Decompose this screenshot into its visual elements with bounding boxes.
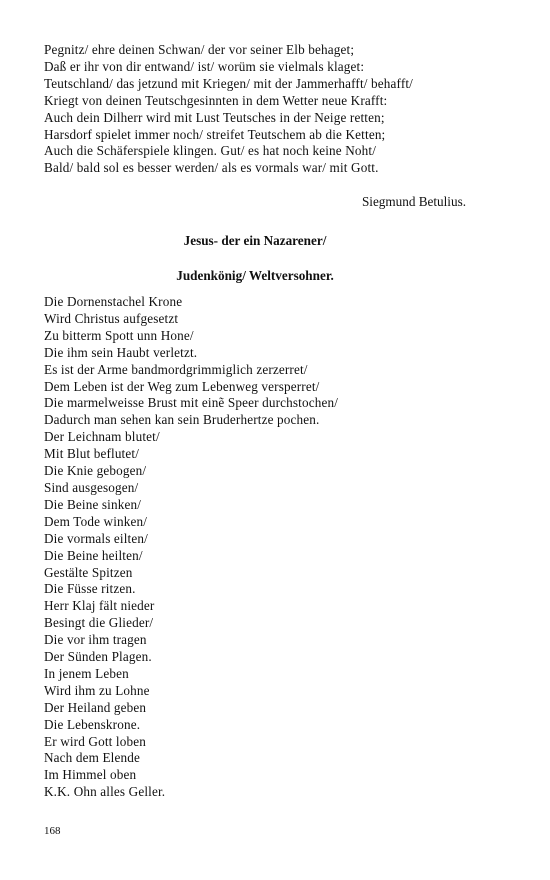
stanza-line: Auch dein Dilherr wird mit Lust Teutsches in der Neige retten; bbox=[44, 109, 385, 125]
poem-line: Zu bitterm Spott unn Hone/ bbox=[44, 327, 194, 343]
poem-line: Dem Tode winken/ bbox=[44, 513, 148, 529]
poem-line: Die ihm sein Haubt verletzt. bbox=[44, 344, 198, 360]
stanza-line: Daß er ihr von dir entwand/ ist/ worüm sie vielmals klaget: bbox=[44, 58, 365, 74]
poem-line: Die Beine sinken/ bbox=[44, 496, 142, 512]
stanza-line: Teutschland/ das jetzund mit Kriegen/ mit der Jammerhafft/ behafft/ bbox=[44, 75, 413, 91]
page-number: 168 bbox=[44, 825, 61, 837]
stanza-line: Kriegt von deinen Teutschgesinnten in dem Wetter neue Krafft: bbox=[44, 92, 388, 108]
stanza-line: Bald/ bald sol es besser werden/ als es vormals war/ mit Gott. bbox=[44, 160, 379, 176]
stanza-line: Harsdorf spielet immer noch/ streifet Teutschem ab die Ketten; bbox=[44, 126, 386, 142]
stanza-line: Auch die Schäferspiele klingen. Gut/ es hat noch keine Noht/ bbox=[44, 143, 377, 159]
poem-line: Der Heiland geben bbox=[44, 699, 147, 715]
stanza-author: Siegmund Betulius. bbox=[361, 194, 466, 209]
poem-body bbox=[44, 294, 514, 801]
poem-line: Dem Leben ist der Weg zum Lebenweg versperret/ bbox=[44, 378, 320, 394]
poem-line: Die Beine heilten/ bbox=[44, 547, 143, 563]
poem-line: Die vor ihm tragen bbox=[44, 632, 147, 648]
opening-stanza bbox=[44, 42, 514, 177]
poem-line: Es ist der Arme bandmordgrimmiglich zerzerret/ bbox=[44, 361, 308, 377]
poem-line: In jenem Leben bbox=[44, 665, 129, 681]
poem-line: Die vormals eilten/ bbox=[44, 530, 148, 546]
poem-line: Er wird Gott loben bbox=[44, 733, 146, 749]
poem-line: Dadurch man sehen kan sein Bruderhertze pochen. bbox=[44, 412, 320, 428]
poem-line: Die Füsse ritzen. bbox=[44, 581, 136, 597]
poem-line: K.K. Ohn alles Geller. bbox=[44, 784, 166, 800]
poem-line: Sind ausgesogen/ bbox=[44, 479, 139, 495]
poem-line: Die marmelweisse Brust mit einẽ Speer durchstochen/ bbox=[44, 395, 339, 411]
poem-line: Im Himmel oben bbox=[44, 767, 137, 783]
poem-line: Der Leichnam blutet/ bbox=[44, 429, 160, 445]
poem-line: Der Sünden Plagen. bbox=[44, 649, 152, 665]
poem-line: Herr Klaj fält nieder bbox=[44, 598, 155, 614]
poem-line: Die Lebenskrone. bbox=[44, 716, 141, 732]
poem-line: Wird ihm zu Lohne bbox=[44, 682, 150, 698]
poem-line: Nach dem Elende bbox=[44, 750, 140, 766]
poem-title-line-1: Jesus- der ein Nazarener/ bbox=[183, 233, 327, 248]
poem-line: Die Knie gebogen/ bbox=[44, 463, 147, 479]
poem-line: Wird Christus aufgesetzt bbox=[44, 310, 179, 326]
poem-title-line-2: Judenkönig/ Weltversohner. bbox=[176, 268, 334, 283]
poem-line: Mit Blut beflutet/ bbox=[44, 446, 140, 462]
poem-line: Die Dornenstachel Krone bbox=[44, 294, 183, 309]
stanza-line: Pegnitz/ ehre deinen Schwan/ der vor seiner Elb behaget; bbox=[44, 42, 355, 57]
poem-line: Besingt die Glieder/ bbox=[44, 615, 154, 631]
poem-line: Gestälte Spitzen bbox=[44, 564, 133, 580]
